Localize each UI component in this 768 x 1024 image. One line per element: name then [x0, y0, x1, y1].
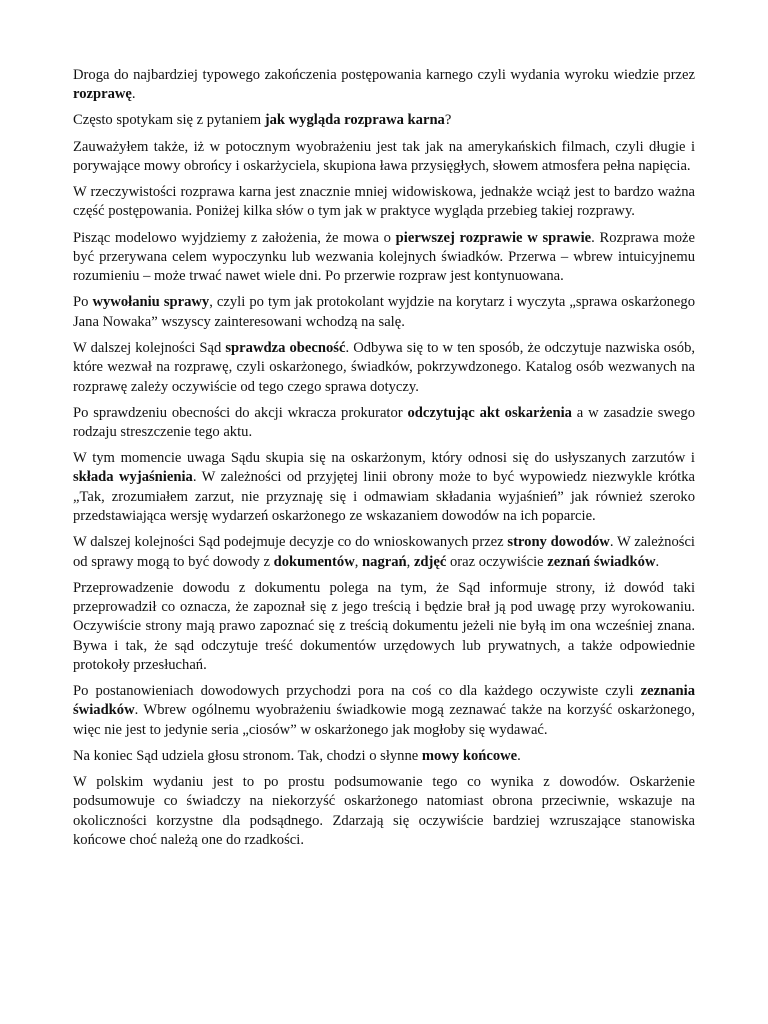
text-run: . Odbywa się to w ten sposób, że odczytuje nazwiska osób, które wezwał na rozprawę, czyli oskarżonego, świadków, pokrzywdzonego. Katalog osób wezwanych na rozprawę zależy oczywiście od tego czego sprawa dotyczy. [73, 339, 696, 395]
text-run: Pisząc modelowo wyjdziemy z założenia, że mowa o [73, 229, 396, 246]
text-run: W rzeczywistości rozprawa karna jest znacznie mniej widowiskowa, jednakże wciąż jest to bardzo ważna część postępowania. Poniżej kilka słów o tym jak w praktyce wygląda przebieg takiej rozprawy. [73, 184, 695, 220]
paragraph [73, 533, 695, 572]
paragraph [73, 293, 695, 332]
text-run: , [406, 553, 414, 570]
bold-phrase: sprawdza obecność [225, 339, 346, 356]
text-run: Droga do najbardziej typowego zakończenia postępowania karnego czyli wydania wyroku wiedzie przez [73, 67, 695, 83]
bold-phrase: nagrań [362, 553, 407, 570]
text-run: Często spotykam się z pytaniem [73, 112, 265, 129]
text-run: , [354, 553, 363, 570]
bold-phrase: rozprawę [73, 86, 132, 103]
paragraph [73, 579, 695, 675]
text-run: ? [444, 112, 452, 129]
text-run: . [517, 747, 521, 764]
text-run: . [131, 86, 136, 103]
bold-phrase: wywołaniu sprawy [92, 294, 210, 311]
bold-phrase: odczytując akt oskarżenia [407, 404, 572, 421]
paragraph [73, 682, 695, 740]
bold-phrase: zdjęć [413, 553, 447, 570]
paragraph [73, 111, 695, 130]
paragraph [73, 229, 695, 287]
text-run: W dalszej kolejności Sąd podejmuje decyzje co do wnioskowanych przez [73, 534, 508, 551]
text-run: . Rozprawa może być przerywana celem wypoczynku lub wezwania kolejnych świadków. Przerwa – wbrew intuicyjnemu rozumieniu – może trwać nawet wiele dni. Po przerwie rozpraw jest kontynuowana. [73, 229, 695, 285]
text-run: . Wbrew ogólnemu wyobrażeniu świadkowie mogą zeznawać także na korzyść oskarżonego, więc nie jest to jedynie seria „ciosów” w oskarżonego jak mogłoby się wydawać. [73, 702, 695, 738]
document-body [73, 66, 695, 857]
text-run: Po postanowieniach dowodowych przychodzi pora na coś co dla każdego oczywiste czyli [73, 683, 641, 700]
paragraph [73, 339, 695, 397]
text-run: oraz oczywiście [446, 553, 548, 570]
text-run: a w zasadzie swego rodzaju streszczenie tego aktu. [73, 404, 695, 440]
paragraph [73, 773, 695, 850]
bold-phrase: zeznania świadków [73, 683, 695, 719]
bold-phrase: strony dowodów [507, 534, 610, 551]
text-run: Zauważyłem także, iż w potocznym wyobrażeniu jest tak jak na amerykańskich filmach, czyli długie i porywające mowy obrońcy i oskarżyciela, skupiona ława przysięgłych, słowem atmosfera pełna napięcia. [73, 138, 695, 174]
paragraph [73, 404, 695, 443]
text-run: Na koniec Sąd udziela głosu stronom. Tak, chodzi o słynne [73, 747, 422, 764]
bold-phrase: dokumentów [273, 553, 355, 570]
text-run: Po [73, 294, 93, 311]
text-run: W dalszej kolejności Sąd [73, 339, 226, 356]
paragraph [73, 449, 695, 526]
text-run: , czyli po tym jak protokolant wyjdzie na korytarz i wyczyta „sprawa oskarżonego Jana Nowaka” wszyscy zainteresowani wchodzą na salę. [73, 294, 695, 330]
text-run: W tym momencie uwaga Sądu skupia się na oskarżonym, który odnosi się do usłyszanych zarzutów i [73, 450, 695, 467]
text-run: Po sprawdzeniu obecności do akcji wkracza prokurator [73, 404, 408, 421]
bold-phrase: składa wyjaśnienia [73, 469, 193, 486]
text-run: . [655, 553, 660, 570]
text-run: . W zależności od sprawy mogą to być dowody z [73, 534, 695, 570]
text-run: Przeprowadzenie dowodu z dokumentu polega na tym, że Sąd informuje strony, iż dowód taki przeprowadził co oznacza, że zapoznał się z jego treścią i będzie brał ją pod uwagę przy wyrokowaniu. Oczywiście strony mają prawo zapoznać się z treścią dokumentu jeżeli nie byłą im ona wcześniej znana. Bywa i tak, że sąd odczytuje treść dokumentów urzędowych lub prywatnych, a także odpowiednie protokoły przesłuchań. [73, 579, 695, 673]
bold-phrase: zeznań świadków [547, 553, 656, 570]
paragraph [73, 183, 695, 222]
text-run: . W zależności od przyjętej linii obrony może to być wypowiedz niezwykle krótka „Tak, zrozumiałem zarzut, nie przyznaję się i odmawiam składania wyjaśnień” jak również szeroko przedstawiająca wersję wydarzeń oskarżonego ze wskazaniem dowodów na ich poparcie. [73, 469, 695, 525]
bold-phrase: pierwszej rozprawie w sprawie [395, 229, 592, 246]
paragraph [73, 138, 695, 177]
paragraph [73, 747, 695, 766]
text-run: W polskim wydaniu jest to po prostu podsumowanie tego co wynika z dowodów. Oskarżenie podsumowuje co świadczy na niekorzyść oskarżonego natomiast obrona przeciwnie, wskazuje na okoliczności korzystne dla podsądnego. Zdarzają się oczywiście bardziej wzruszające stanowiska końcowe choć należą one do rzadkości. [73, 774, 695, 848]
paragraph [73, 66, 695, 105]
bold-phrase: jak wygląda rozprawa karna [264, 112, 445, 129]
bold-phrase: mowy końcowe [421, 747, 518, 764]
